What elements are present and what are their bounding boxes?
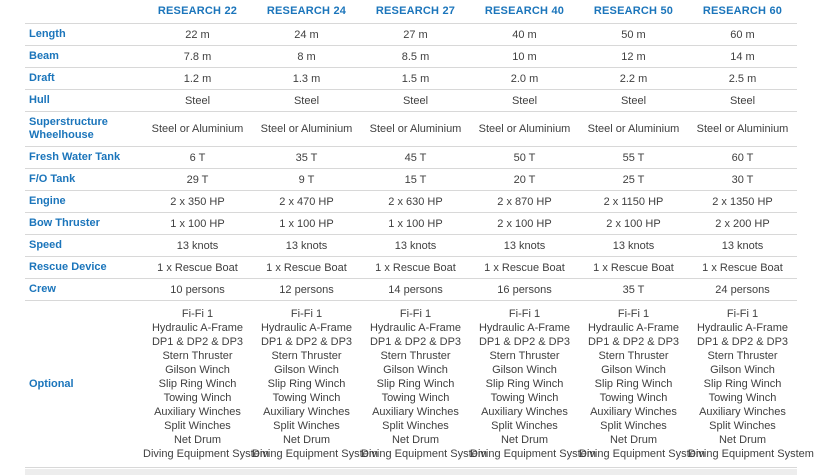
optional-cell (361, 301, 487, 468)
optional-item: Slip Ring Winch (485, 378, 564, 390)
spec-value: Steel or Aluminium (260, 123, 353, 135)
spec-value: 1 x Rescue Boat (593, 261, 674, 274)
optional-item: Slip Ring Winch (594, 378, 673, 390)
column-header-6: RESEARCH 60 (688, 0, 797, 24)
spec-value: 1 x 100 HP (170, 217, 225, 230)
spec-value: 55 T (622, 151, 645, 164)
optional-item: Auxiliary Winches (263, 406, 350, 418)
optional-item: Split Winches (709, 420, 776, 432)
spec-value: 1 x Rescue Boat (484, 261, 565, 274)
spec-value: 20 T (513, 173, 536, 186)
optional-item: Auxiliary Winches (154, 406, 241, 418)
optional-item: Towing Winch (381, 392, 450, 404)
row-label: Length (29, 28, 66, 40)
optional-item: Stern Thruster (271, 350, 342, 362)
optional-item: Net Drum (609, 434, 658, 446)
optional-item: Auxiliary Winches (372, 406, 459, 418)
row-label: Engine (29, 195, 66, 207)
spec-value: Steel or Aluminium (369, 123, 462, 135)
optional-item: Fi-Fi 1 (508, 308, 541, 320)
table-row (25, 213, 797, 235)
optional-item: Towing Winch (708, 392, 777, 404)
spec-value: 25 T (622, 173, 645, 186)
spec-value: 24 m (294, 28, 319, 41)
row-label: F/O Tank (29, 173, 76, 185)
spec-value: 14 m (730, 50, 755, 63)
optional-item: Hydraulic A-Frame (151, 322, 244, 334)
row-label: Crew (29, 283, 56, 295)
table-row (25, 24, 797, 46)
spec-value: 1 x 100 HP (279, 217, 334, 230)
optional-item: Stern Thruster (380, 350, 451, 362)
spec-value: 35 T (622, 283, 645, 296)
optional-item: Split Winches (491, 420, 558, 432)
optional-item: Slip Ring Winch (703, 378, 782, 390)
optional-cell (579, 301, 705, 468)
optional-item: Split Winches (382, 420, 449, 432)
spec-value: 27 m (403, 28, 428, 41)
optional-item: Slip Ring Winch (158, 378, 237, 390)
table-row (25, 257, 797, 279)
optional-item: Net Drum (282, 434, 331, 446)
optional-item: Hydraulic A-Frame (587, 322, 680, 334)
spec-value: 1.2 m (183, 72, 212, 85)
optional-item: DP1 & DP2 & DP3 (151, 336, 244, 348)
spec-value: Steel (729, 94, 756, 107)
table-row (25, 191, 797, 213)
optional-item: Net Drum (718, 434, 767, 446)
optional-item: Stern Thruster (598, 350, 669, 362)
spec-value: 13 knots (394, 239, 437, 252)
column-header-2: RESEARCH 24 (252, 0, 361, 24)
row-label: Draft (29, 72, 55, 84)
spec-value: 10 persons (170, 283, 225, 296)
spec-value: 1 x Rescue Boat (157, 261, 238, 274)
spec-value: 50 m (621, 28, 646, 41)
optional-item: Towing Winch (490, 392, 559, 404)
spec-value: 2 x 100 HP (606, 217, 661, 230)
spec-value: 14 persons (388, 283, 443, 296)
spec-value: 2 x 100 HP (497, 217, 552, 230)
optional-item: Hydraulic A-Frame (260, 322, 353, 334)
optional-cell (143, 301, 269, 468)
spec-value: 1 x Rescue Boat (266, 261, 347, 274)
spec-table (25, 0, 814, 468)
optional-item: Net Drum (173, 434, 222, 446)
spec-value: 29 T (186, 173, 209, 186)
optional-item: Diving Equipment System (688, 448, 814, 460)
spec-value: 1 x Rescue Boat (375, 261, 456, 274)
spec-value: Steel or Aluminium (587, 123, 680, 135)
table-row (25, 169, 797, 191)
spec-value: 2 x 1350 HP (712, 195, 773, 208)
column-header-5: RESEARCH 50 (579, 0, 688, 24)
spec-value: Steel (511, 94, 538, 107)
spec-value: 40 m (512, 28, 537, 41)
spec-value: 16 persons (497, 283, 552, 296)
optional-item: Diving Equipment System (143, 448, 269, 460)
row-label: Fresh Water Tank (29, 151, 121, 163)
spec-value: 2 x 470 HP (279, 195, 334, 208)
optional-item: Towing Winch (599, 392, 668, 404)
table-row (25, 112, 797, 147)
optional-item: Fi-Fi 1 (617, 308, 650, 320)
spec-value: Steel (293, 94, 320, 107)
optional-item: Split Winches (600, 420, 667, 432)
header-row (25, 0, 797, 24)
spec-value: 2 x 350 HP (170, 195, 225, 208)
corner-cell (25, 0, 143, 24)
spec-value: Steel (620, 94, 647, 107)
optional-item: Hydraulic A-Frame (369, 322, 462, 334)
row-label: Superstructure Wheelhouse (29, 116, 108, 141)
spec-value: 1 x Rescue Boat (702, 261, 783, 274)
spec-value: 6 T (189, 151, 206, 164)
optional-item: Gilson Winch (165, 364, 230, 376)
spec-value: 2 x 630 HP (388, 195, 443, 208)
spec-value: 1.3 m (292, 72, 321, 85)
spec-value: 2 x 870 HP (497, 195, 552, 208)
spec-value: 13 knots (721, 239, 764, 252)
optional-item: Fi-Fi 1 (399, 308, 432, 320)
spec-value: 2.5 m (728, 72, 757, 85)
spec-value: 10 m (512, 50, 537, 63)
column-header-1: RESEARCH 22 (143, 0, 252, 24)
optional-item: Net Drum (391, 434, 440, 446)
spec-value: 2.0 m (510, 72, 539, 85)
optional-item: Net Drum (500, 434, 549, 446)
spec-value: Steel (402, 94, 429, 107)
table-row (25, 68, 797, 90)
optional-item: Gilson Winch (601, 364, 666, 376)
optional-item: Stern Thruster (162, 350, 233, 362)
spec-value: Steel (184, 94, 211, 107)
spec-value: 1.5 m (401, 72, 430, 85)
spec-value: 13 knots (612, 239, 655, 252)
optional-item: DP1 & DP2 & DP3 (696, 336, 789, 348)
spec-value: 60 T (731, 151, 754, 164)
spec-value: 15 T (404, 173, 427, 186)
optional-cell (470, 301, 596, 468)
spec-value: 7.8 m (183, 50, 212, 63)
optional-item: Gilson Winch (492, 364, 557, 376)
spec-value: 30 T (731, 173, 754, 186)
optional-item: Fi-Fi 1 (726, 308, 759, 320)
row-label: Optional (29, 377, 74, 390)
optional-cell (252, 301, 378, 468)
optional-item: Fi-Fi 1 (181, 308, 214, 320)
optional-item: Hydraulic A-Frame (696, 322, 789, 334)
spec-value: 2 x 200 HP (715, 217, 770, 230)
optional-item: Slip Ring Winch (376, 378, 455, 390)
optional-item: Gilson Winch (710, 364, 775, 376)
optional-item: Slip Ring Winch (267, 378, 346, 390)
spec-value: 13 knots (176, 239, 219, 252)
spec-value: 12 persons (279, 283, 334, 296)
optional-item: Split Winches (273, 420, 340, 432)
spec-value: 1 x 100 HP (388, 217, 443, 230)
optional-item: DP1 & DP2 & DP3 (369, 336, 462, 348)
optional-item: Stern Thruster (489, 350, 560, 362)
spec-value: 24 persons (715, 283, 770, 296)
row-label: Bow Thruster (29, 217, 100, 229)
spec-value: Steel or Aluminium (696, 123, 789, 135)
optional-item: Stern Thruster (707, 350, 778, 362)
optional-item: Auxiliary Winches (699, 406, 786, 418)
column-header-4: RESEARCH 40 (470, 0, 579, 24)
optional-item: Hydraulic A-Frame (478, 322, 571, 334)
spec-table-head (25, 0, 797, 24)
optional-item: DP1 & DP2 & DP3 (260, 336, 353, 348)
row-label: Rescue Device (29, 261, 107, 273)
spec-value: 8 m (297, 50, 316, 63)
optional-item: Auxiliary Winches (590, 406, 677, 418)
optional-item: Split Winches (164, 420, 231, 432)
spec-value: 12 m (621, 50, 646, 63)
spec-value: 22 m (185, 28, 210, 41)
spec-value: 2 x 1150 HP (603, 195, 664, 208)
spec-value: 2.2 m (619, 72, 648, 85)
optional-item: Towing Winch (272, 392, 341, 404)
spec-value: 13 knots (503, 239, 546, 252)
optional-cell (688, 301, 814, 468)
table-row (25, 279, 797, 301)
optional-item: Diving Equipment System (579, 448, 705, 460)
optional-item: Diving Equipment System (361, 448, 487, 460)
spec-value: 13 knots (285, 239, 328, 252)
optional-item: Fi-Fi 1 (290, 308, 323, 320)
optional-item: DP1 & DP2 & DP3 (478, 336, 571, 348)
column-header-3: RESEARCH 27 (361, 0, 470, 24)
optional-item: Auxiliary Winches (481, 406, 568, 418)
bottom-divider-bar (25, 469, 797, 475)
spec-value: Steel or Aluminium (151, 123, 244, 135)
table-row (25, 147, 797, 169)
optional-item: Towing Winch (163, 392, 232, 404)
optional-item: Diving Equipment System (470, 448, 596, 460)
row-label: Beam (29, 50, 59, 62)
table-row (25, 90, 797, 112)
spec-value: Steel or Aluminium (478, 123, 571, 135)
spec-value: 35 T (295, 151, 318, 164)
row-label: Speed (29, 239, 63, 251)
optional-item: DP1 & DP2 & DP3 (587, 336, 680, 348)
optional-item: Diving Equipment System (252, 448, 378, 460)
spec-value: 8.5 m (401, 50, 430, 63)
row-label: Hull (29, 94, 50, 106)
spec-value: 60 m (730, 28, 755, 41)
table-row (25, 46, 797, 68)
table-row (25, 235, 797, 257)
spec-value: 45 T (404, 151, 427, 164)
table-row (25, 301, 797, 468)
optional-item: Gilson Winch (383, 364, 448, 376)
spec-value: 50 T (513, 151, 536, 164)
optional-item: Gilson Winch (274, 364, 339, 376)
spec-value: 9 T (298, 173, 315, 186)
spec-table-body (25, 24, 814, 468)
